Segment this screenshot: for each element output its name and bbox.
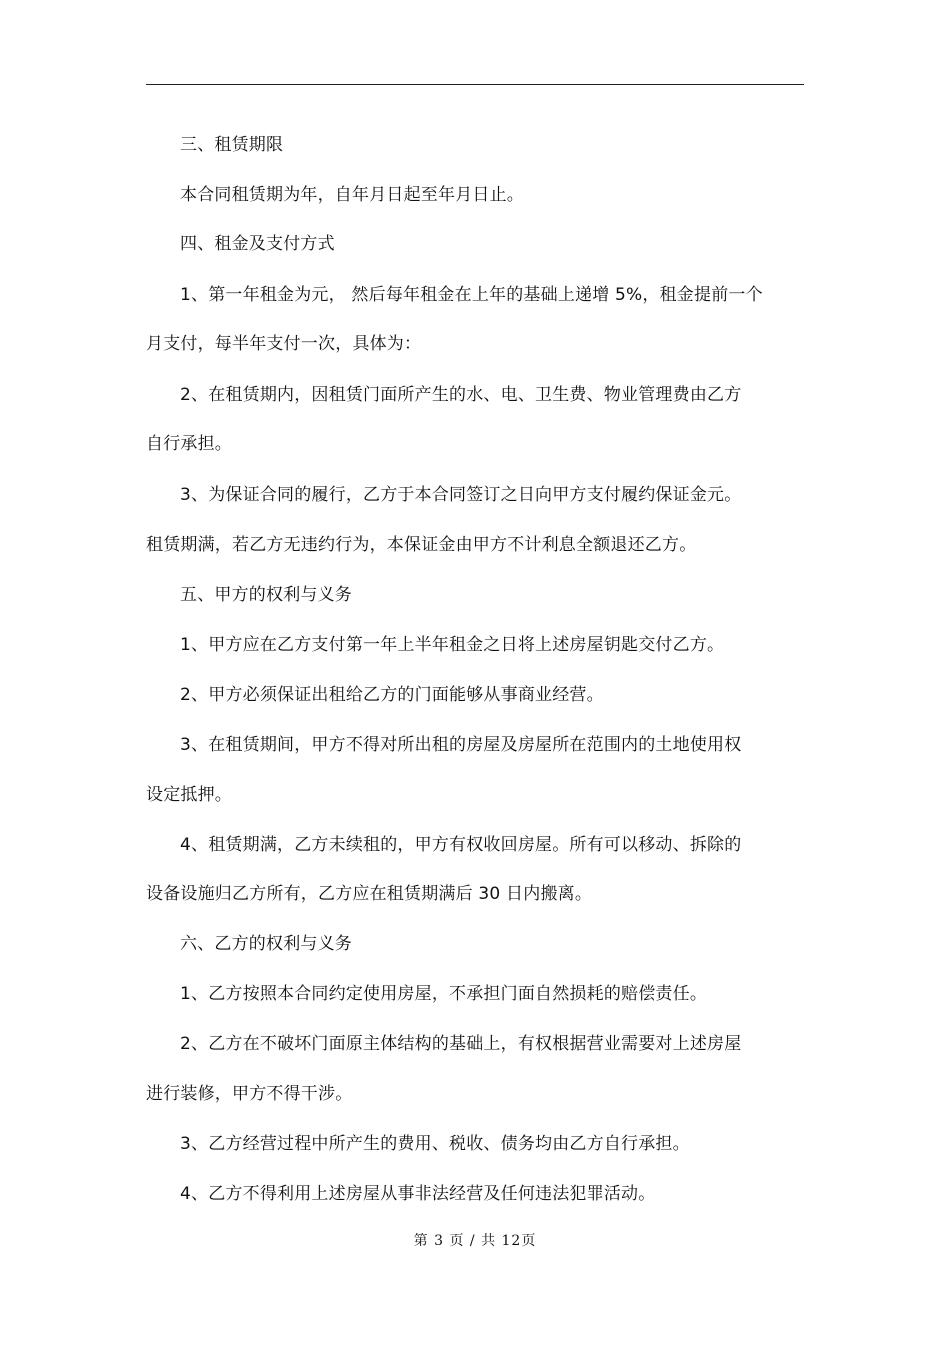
paragraph-line: 1、乙方按照本合同约定使用房屋，不承担门面自然损耗的赔偿责任。	[180, 984, 708, 1004]
section-heading-rent-payment: 四、租金及支付方式	[180, 234, 335, 254]
section-heading-party-a: 五、甲方的权利与义务	[180, 585, 352, 605]
paragraph-line: 1、甲方应在乙方支付第一年上半年租金之日将上述房屋钥匙交付乙方。	[180, 635, 725, 655]
paragraph-line: 2、甲方必须保证出租给乙方的门面能够从事商业经营。	[180, 685, 604, 705]
paragraph-line: 4、租赁期满，乙方未续租的，甲方有权收回房屋。所有可以移动、拆除的	[180, 835, 742, 855]
paragraph-line: 本合同租赁期为年，自年月日起至年月日止。	[180, 185, 524, 205]
paragraph-line: 月支付，每半年支付一次，具体为：	[146, 334, 422, 354]
paragraph-line: 3、在租赁期间，甲方不得对所出租的房屋及房屋所在范围内的土地使用权	[180, 735, 742, 755]
paragraph-line: 租赁期满，若乙方无违约行为，本保证金由甲方不计利息全额退还乙方。	[146, 535, 697, 555]
paragraph-line: 2、在租赁期内，因租赁门面所产生的水、电、卫生费、物业管理费由乙方	[180, 385, 742, 405]
section-heading-lease-term: 三、租赁期限	[180, 135, 284, 155]
paragraph-line: 4、乙方不得利用上述房屋从事非法经营及任何违法犯罪活动。	[180, 1184, 656, 1204]
paragraph-line: 2、乙方在不破坏门面原主体结构的基础上，有权根据营业需要对上述房屋	[180, 1034, 742, 1054]
paragraph-line: 自行承担。	[146, 434, 232, 454]
paragraph-line: 3、为保证合同的履行，乙方于本合同签订之日向甲方支付履约保证金元。	[180, 485, 742, 505]
paragraph-line: 设备设施归乙方所有，乙方应在租赁期满后 30 日内搬离。	[146, 884, 593, 904]
paragraph-line: 进行装修，甲方不得干涉。	[146, 1084, 353, 1104]
section-heading-party-b: 六、乙方的权利与义务	[180, 934, 352, 954]
header-rule	[146, 84, 804, 85]
page-number-footer: 第 3 页 / 共 12页	[413, 1233, 537, 1249]
paragraph-line: 3、乙方经营过程中所产生的费用、税收、债务均由乙方自行承担。	[180, 1134, 690, 1154]
paragraph-line: 1、第一年租金为元， 然后每年租金在上年的基础上递增 5%，租金提前一个	[180, 285, 763, 305]
paragraph-line: 设定抵押。	[146, 785, 232, 805]
